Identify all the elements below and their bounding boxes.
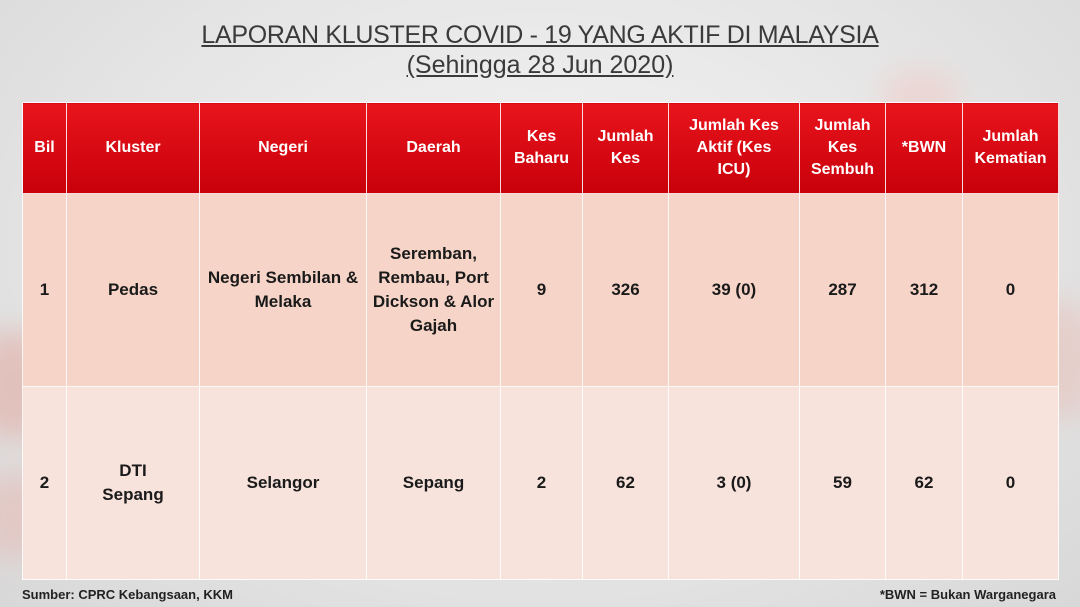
cluster-table [22, 102, 1059, 580]
cell-negeri: Selangor [200, 387, 367, 580]
report-date: (Sehingga 28 Jun 2020) [406, 51, 674, 79]
cell-kluster: DTI Sepang [67, 387, 200, 580]
cell-bil: 1 [23, 194, 67, 387]
cell-daerah: Sepang [367, 387, 501, 580]
header-jumlah-kes-sembuh: Jumlah Kes Sembuh [800, 103, 886, 194]
cell-negeri: Negeri Sembilan & Melaka [200, 194, 367, 387]
header-jumlah-kes: Jumlah Kes [583, 103, 669, 194]
header-bil: Bil [23, 103, 67, 194]
cell-jumlah-kes-aktif: 3 (0) [669, 387, 800, 580]
header-negeri: Negeri [200, 103, 367, 194]
cell-kes-baharu: 9 [501, 194, 583, 387]
cell-bil: 2 [23, 387, 67, 580]
cell-jumlah-kes-aktif: 39 (0) [669, 194, 800, 387]
cell-jumlah-kematian: 0 [963, 194, 1059, 387]
cell-jumlah-kes: 62 [583, 387, 669, 580]
header-kes-baharu: Kes Baharu [501, 103, 583, 194]
table-header [23, 103, 1059, 194]
cell-jumlah-kematian: 0 [963, 387, 1059, 580]
table-row [23, 387, 1059, 580]
cell-bwn: 62 [886, 387, 963, 580]
table-body [23, 194, 1059, 580]
source-note: Sumber: CPRC Kebangsaan, KKM [22, 587, 233, 602]
cell-kes-baharu: 2 [501, 387, 583, 580]
table-row [23, 194, 1059, 387]
cell-jumlah-kes-sembuh: 287 [800, 194, 886, 387]
header-bwn: *BWN [886, 103, 963, 194]
report-title: LAPORAN KLUSTER COVID - 19 YANG AKTIF DI MALAYSIA [201, 21, 879, 49]
cell-jumlah-kes-sembuh: 59 [800, 387, 886, 580]
header-jumlah-kematian: Jumlah Kematian [963, 103, 1059, 194]
header-daerah: Daerah [367, 103, 501, 194]
header-row [23, 103, 1059, 194]
cell-daerah: Seremban, Rembau, Port Dickson & Alor Gajah [367, 194, 501, 387]
header-kluster: Kluster [67, 103, 200, 194]
cell-jumlah-kes: 326 [583, 194, 669, 387]
cell-bwn: 312 [886, 194, 963, 387]
report-header [0, 20, 1080, 80]
header-jumlah-kes-aktif: Jumlah Kes Aktif (Kes ICU) [669, 103, 800, 194]
cell-kluster: Pedas [67, 194, 200, 387]
bwn-footnote: *BWN = Bukan Warganegara [879, 587, 1056, 602]
